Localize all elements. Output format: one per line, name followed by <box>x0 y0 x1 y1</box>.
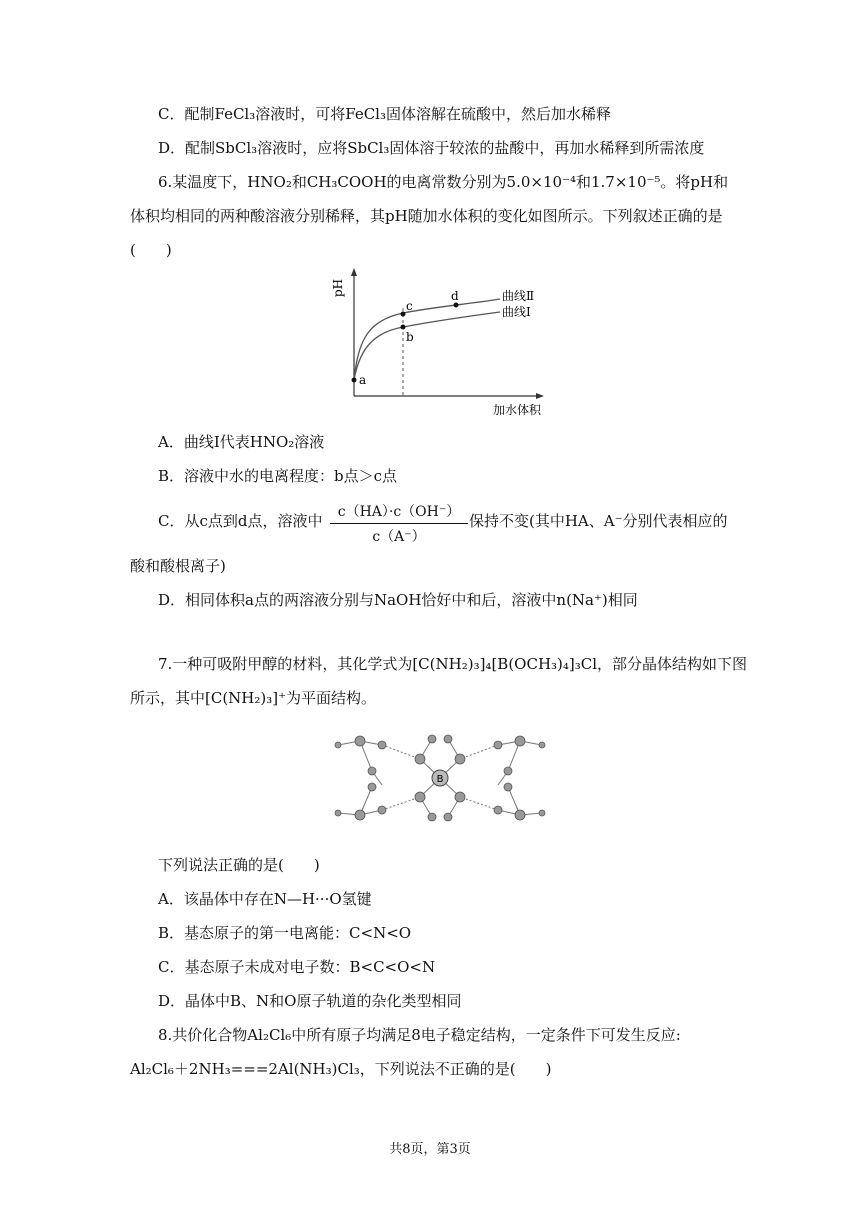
crystal-structure-figure <box>320 715 560 845</box>
q6-answer-paren: ( ) <box>130 241 172 259</box>
curve2-label: 曲线Ⅱ <box>502 289 535 303</box>
q5-option-c: C．配制FeCl₃溶液时，可将FeCl₃固体溶解在硫酸中，然后加水稀释 <box>158 105 611 123</box>
q7-stem-line1: 7.一种可吸附甲醇的材料，其化学式为[C(NH₂)₃]₄[B(OCH₃)₄]₃Cl，部分晶体结构如下图 <box>158 655 748 673</box>
q7-option-d: D．晶体中B、N和O原子轨道的杂化类型相同 <box>158 992 462 1010</box>
q6-option-c-cont: 酸和酸根离子) <box>130 557 226 575</box>
center-atom-label: B <box>436 774 444 785</box>
q8-stem-line2: Al₂Cl₆＋2NH₃===2Al(NH₃)Cl₃，下列说法不正确的是( ) <box>130 1060 552 1078</box>
point-c-label: c <box>406 299 413 313</box>
curve1-label: 曲线Ⅰ <box>502 305 531 319</box>
q6-option-d: D．相同体积a点的两溶液分别与NaOH恰好中和后，溶液中n(Na⁺)相同 <box>158 591 638 609</box>
q6-stem-line1: 6.某温度下，HNO₂和CH₃COOH的电离常数分别为5.0×10⁻⁴和1.7×10⁻⁵。将pH和 <box>158 173 729 191</box>
q6-option-c-post: 保持不变(其中HA、A⁻分别代表相应的 <box>469 512 728 530</box>
q6-option-c-fraction <box>330 501 468 546</box>
y-axis-label: pH <box>331 278 345 298</box>
q5-option-d: D．配制SbCl₃溶液时，应将SbCl₃固体溶于较浓的盐酸中，再加水稀释到所需浓度 <box>158 139 705 157</box>
point-b-label: b <box>406 330 414 344</box>
q6-stem-line2: 体积均相同的两种酸溶液分别稀释，其pH随加水体积的变化如图所示。下列叙述正确的是 <box>130 207 723 225</box>
q6-option-b: B．溶液中水的电离程度：b点＞c点 <box>158 467 398 485</box>
q7-stem-line2: 所示，其中[C(NH₂)₃]⁺为平面结构。 <box>130 689 377 707</box>
page-footer: 共8页，第3页 <box>389 1142 471 1157</box>
q6-option-a: A．曲线Ⅰ代表HNO₂溶液 <box>158 433 325 451</box>
point-a-label: a <box>359 373 367 387</box>
fraction-denominator: c（A⁻） <box>372 529 426 545</box>
point-d-label: d <box>451 289 459 303</box>
q7-question: 下列说法正确的是( ) <box>158 856 320 874</box>
q8-stem-line1: 8.共价化合物Al₂Cl₆中所有原子均满足8电子稳定结构，一定条件下可发生反应: <box>158 1026 681 1044</box>
ph-dilution-graph <box>330 268 560 418</box>
fraction-numerator: c（HA）·c（OH⁻） <box>330 501 468 524</box>
x-axis-label: 加水体积 <box>493 403 542 417</box>
q7-option-c: C．基态原子未成对电子数：B<C<O<N <box>158 958 436 976</box>
q7-option-a: A．该晶体中存在N—H···O氢键 <box>158 890 372 908</box>
q7-option-b: B．基态原子的第一电离能：C<N<O <box>158 924 412 942</box>
q6-option-c-pre: C．从c点到d点，溶液中 <box>158 512 323 530</box>
